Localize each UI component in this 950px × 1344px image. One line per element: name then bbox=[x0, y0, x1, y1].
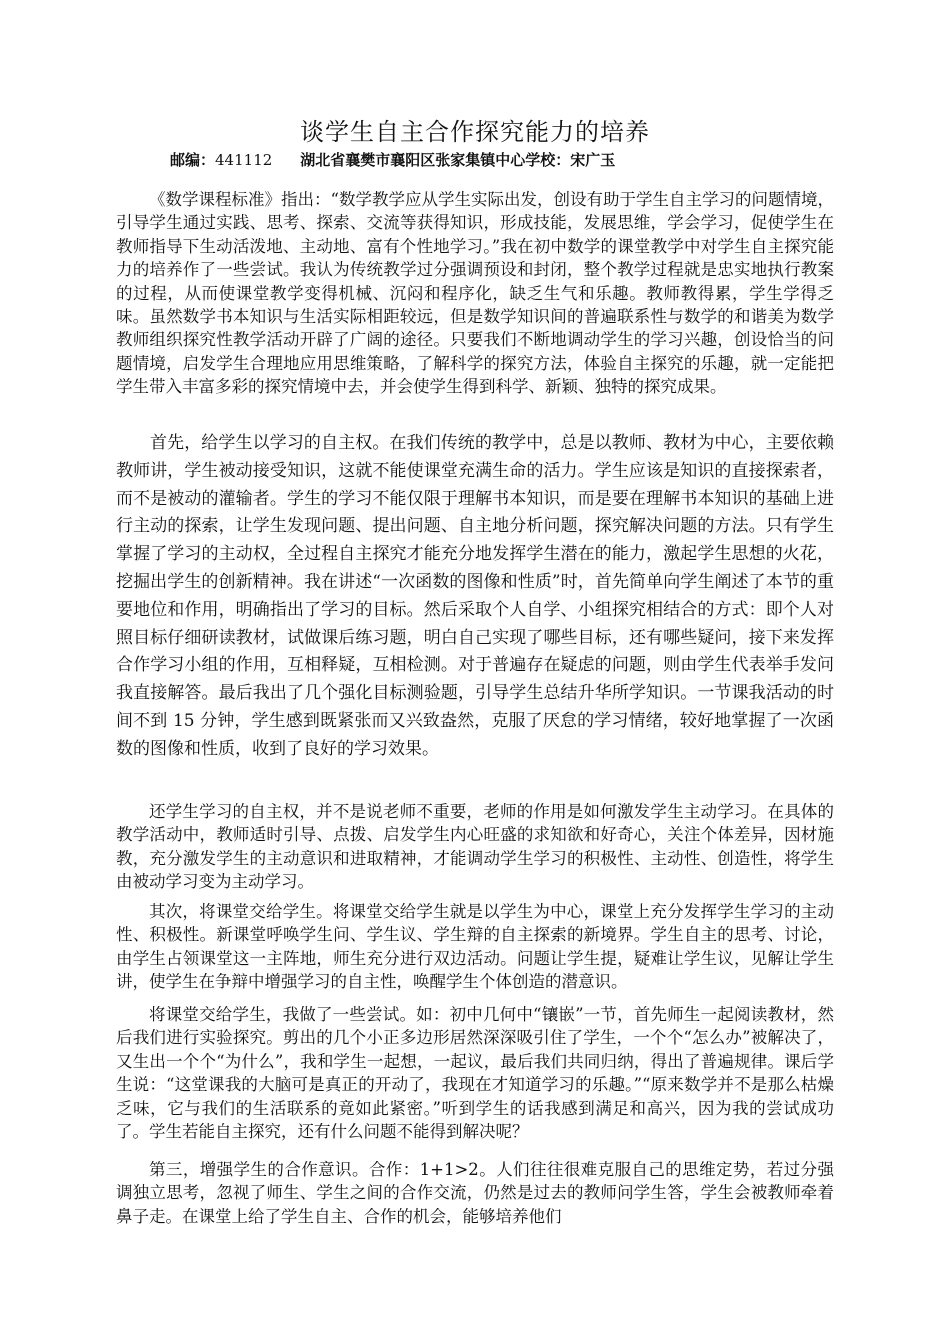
paragraph-first-point: 首先，给学生以学习的自主权。在我们传统的教学中，总是以教师、教材为中心，主要依赖教师讲，学生被动接受知识，这就不能使课堂充满生命的活力。学生应该是知识的直接探索者，而不是被动的灌输者。学生的学习不能仅限于理解书本知识，而是要在理解书本知识的基础上进行主动的探索，让学生发现问题、提出问题、自主地分析问题，探究解决问题的方法。只有学生掌握了学习的主动权，全过程自主探究才能充分地发挥学生潜在的能力，激起学生思想的火花，挖掘出学生的创新精神。我在讲述“一次函数的图像和性质”时，首先简单向学生阐述了本节的重要地位和作用，明确指出了学习的目标。然后采取个人自学、小组探究相结合的方式：即个人对照目标仔细研读教材，试做课后练习题，明白自己实现了哪些目标，还有哪些疑问，接下来发挥合作学习小组的作用，互相释疑，互相检测。对于普遍存在疑虑的问题，则由学生代表举手发问我直接解答。最后我出了几个强化目标测验题，引导学生总结升华所学知识。一节课我活动的时间不到 15 分钟，学生感到既紧张而又兴致盎然，克服了厌怠的学习情绪，较好地掌握了一次函数的图像和性质，收到了良好的学习效果。 bbox=[116, 433, 834, 759]
author-affiliation: 湖北省襄樊市襄阳区张家集镇中心学校：宋广玉 bbox=[300, 151, 616, 169]
postal-label: 邮编： bbox=[170, 151, 216, 169]
postal-code: 441112 bbox=[215, 151, 273, 169]
paragraph-intro: 《数学课程标准》指出：“数学教学应从学生实际出发，创设有助于学生自主学习的问题情境，引导学生通过实践、思考、探索、交流等获得知识，形成技能，发展思维，学会学习，促使学生在教师指导下生动活泼地、主动地、富有个性地学习。”我在初中数学的课堂教学中对学生自主探究能力的培养作了一些尝试。我认为传统教学过分强调预设和封闭，整个教学过程就是忠实地执行教案的过程，从而使课堂教学变得机械、沉闷和程序化，缺乏生气和乐趣。教师教得累，学生学得乏味。虽然数学书本知识与生活实际相距较远，但是数学知识间的普遍联系性与数学的和谐美为数学教师组织探究性教学活动开辟了广阔的途径。只要我们不断地调动学生的学习兴趣，创设恰当的问题情境，启发学生合理地应用思维策略，了解科学的探究方法，体验自主探究的乐趣，就一定能把学生带入丰富多彩的探究情境中去，并会使学生得到科学、新颖、独特的探究成果。 bbox=[116, 190, 834, 397]
paragraph-teacher-role: 还学生学习的自主权，并不是说老师不重要，老师的作用是如何激发学生主动学习。在具体的教学活动中，教师适时引导、点拨、启发学生内心旺盛的求知欲和好奇心，关注个体差异，因材施教，充分激发学生的主动意识和进取精神，才能调动学生学习的积极性、主动性、创造性，将学生由被动学习变为主动学习。 bbox=[116, 802, 834, 892]
document-title: 谈学生自主合作探究能力的培养 bbox=[300, 118, 650, 146]
paragraph-second-point: 其次，将课堂交给学生。将课堂交给学生就是以学生为中心，课堂上充分发挥学生学习的主动性、积极性。新课堂呼唤学生问、学生议、学生辩的自主探索的新境界。学生自主的思考、讨论，由学生占领课堂这一主阵地，师生充分进行双边活动。问题让学生提，疑难让学生议，见解让学生讲，使学生在争辩中增强学习的自主性，唤醒学生个体创造的潜意识。 bbox=[116, 902, 834, 992]
paragraph-classroom-example: 将课堂交给学生，我做了一些尝试。如：初中几何中“镶嵌”一节，首先师生一起阅读教材，然后我们进行实验探究。剪出的几个小正多边形居然深深吸引住了学生，一个个“怎么办”被解决了，又生出一个个“为什么”，我和学生一起想，一起议，最后我们共同归纳，得出了普遍规律。课后学生说：“这堂课我的大脑可是真正的开动了，我现在才知道学习的乐趣。”“原来数学并不是那么枯燥乏味，它与我们的生活联系的竟如此紧密。”听到学生的话我感到满足和高兴，因为我的尝试成功了。学生若能自主探究，还有什么问题不能得到解决呢？ bbox=[116, 1005, 834, 1142]
paragraph-third-point: 第三，增强学生的合作意识。合作：1+1>2。人们往往很难克服自己的思维定势，若过分强调独立思考，忽视了师生、学生之间的合作交流，仍然是过去的教师问学生答，学生会被教师牵着鼻子走。在课堂上给了学生自主、合作的机会，能够培养他们 bbox=[116, 1160, 834, 1226]
byline bbox=[170, 150, 615, 170]
